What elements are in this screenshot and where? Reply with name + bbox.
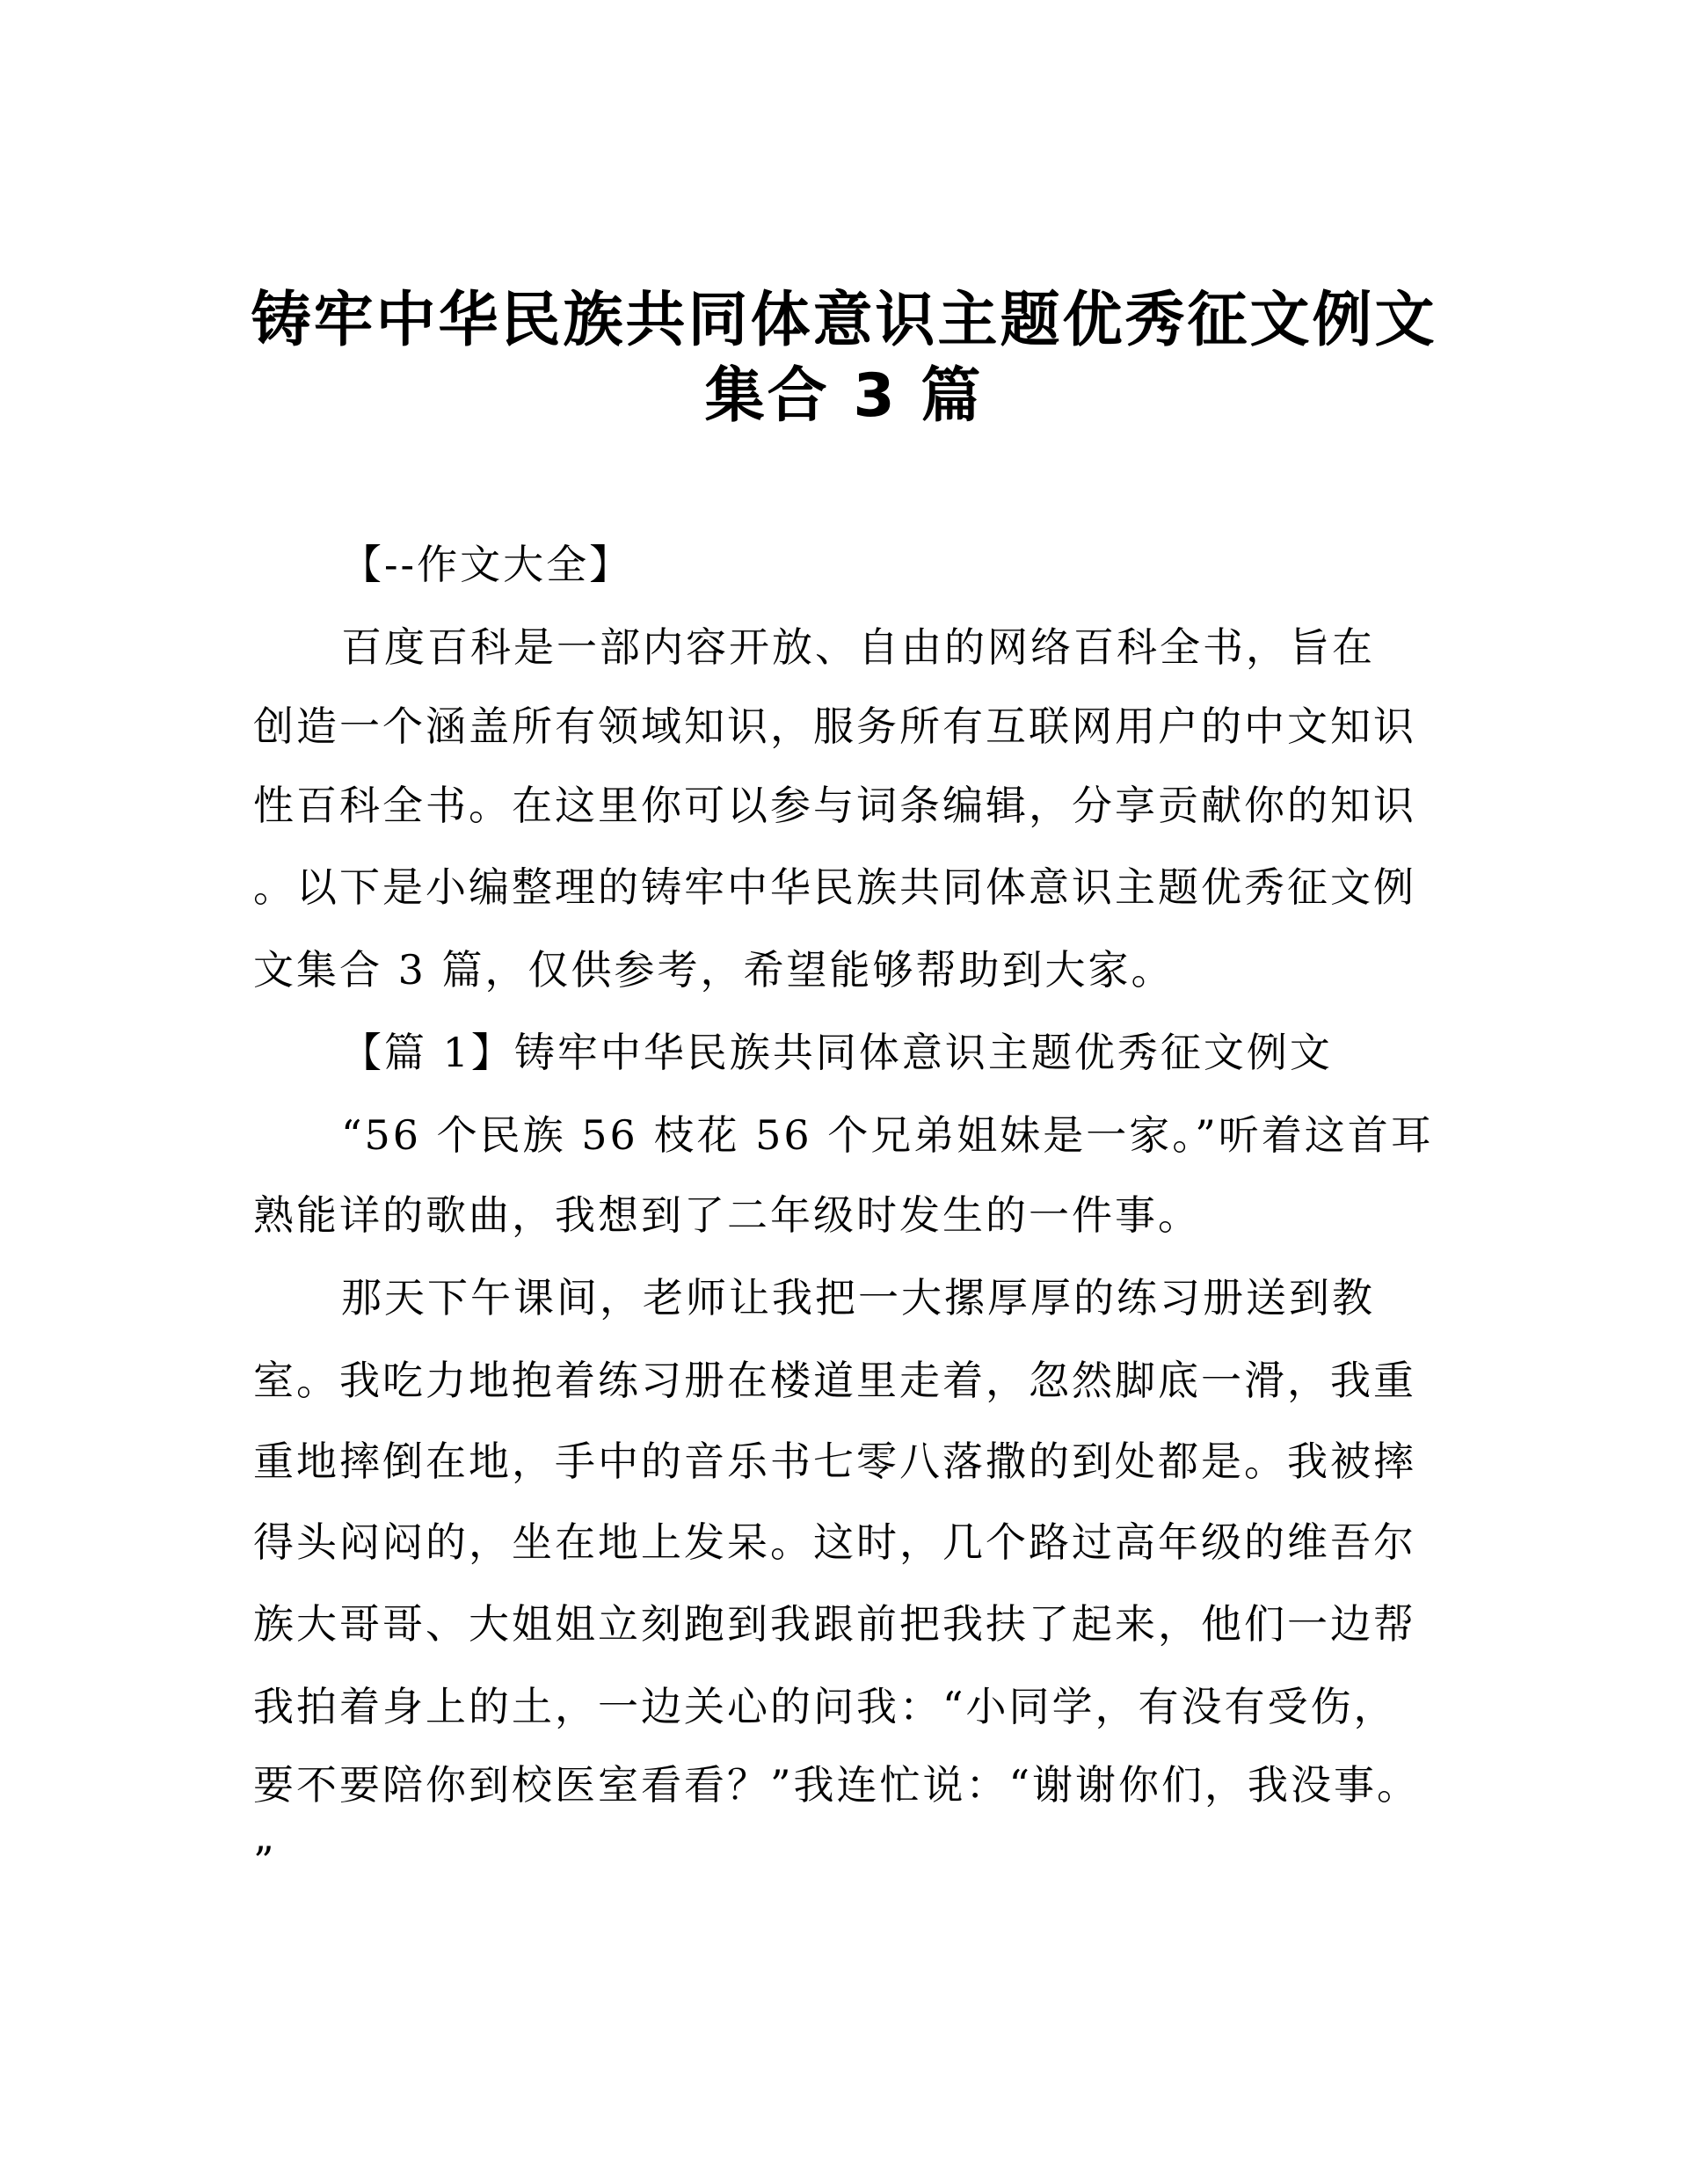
text-line: 。以下是小编整理的铸牢中华民族共同体意识主题优秀征文例 xyxy=(253,863,1416,911)
text-line: 性百科全书。在这里你可以参与词条编辑，分享贡献你的知识 xyxy=(253,782,1416,829)
text-line: 要不要陪你到校医室看看？”我连忙说：“谢谢你们，我没事。 xyxy=(253,1761,1421,1809)
text-line: 重地摔倒在地，手中的音乐书七零八落撒的到处都是。我被摔 xyxy=(253,1438,1416,1485)
title-line-1: 铸牢中华民族共同体意识主题优秀征文例文 xyxy=(251,286,1437,355)
text-line: 我拍着身上的土，一边关心的问我：“小同学，有没有受伤， xyxy=(253,1683,1397,1730)
text-line: 族大哥哥、大姐姐立刻跑到我跟前把我扶了起来，他们一边帮 xyxy=(253,1600,1416,1648)
text-line: 【--作文大全】 xyxy=(341,541,633,588)
section-heading: 【篇 1】铸牢中华民族共同体意识主题优秀征文例文 xyxy=(341,1029,1333,1076)
text-line: 室。我吃力地抱着练习册在楼道里走着，忽然脚底一滑，我重 xyxy=(253,1357,1416,1404)
text-line: 得头闷闷的，坐在地上发呆。这时，几个路过高年级的维吾尔 xyxy=(253,1518,1416,1566)
text-line: 创造一个涵盖所有领域知识，服务所有互联网用户的中文知识 xyxy=(253,703,1416,750)
text-line: 百度百科是一部内容开放、自由的网络百科全书，旨在 xyxy=(341,623,1375,671)
text-line: 熟能详的歌曲，我想到了二年级时发生的一件事。 xyxy=(253,1191,1201,1239)
text-line: “56 个民族 56 枝花 56 个兄弟姐妹是一家。”听着这首耳 xyxy=(341,1111,1434,1159)
title-line-2: 集合 3 篇 xyxy=(704,361,984,431)
text-line: 那天下午课间，老师让我把一大摞厚厚的练习册送到教 xyxy=(341,1274,1375,1321)
text-line: 文集合 3 篇，仅供参考，希望能够帮助到大家。 xyxy=(253,946,1175,994)
text-line: ” xyxy=(253,1838,277,1885)
document-title xyxy=(0,283,1688,434)
